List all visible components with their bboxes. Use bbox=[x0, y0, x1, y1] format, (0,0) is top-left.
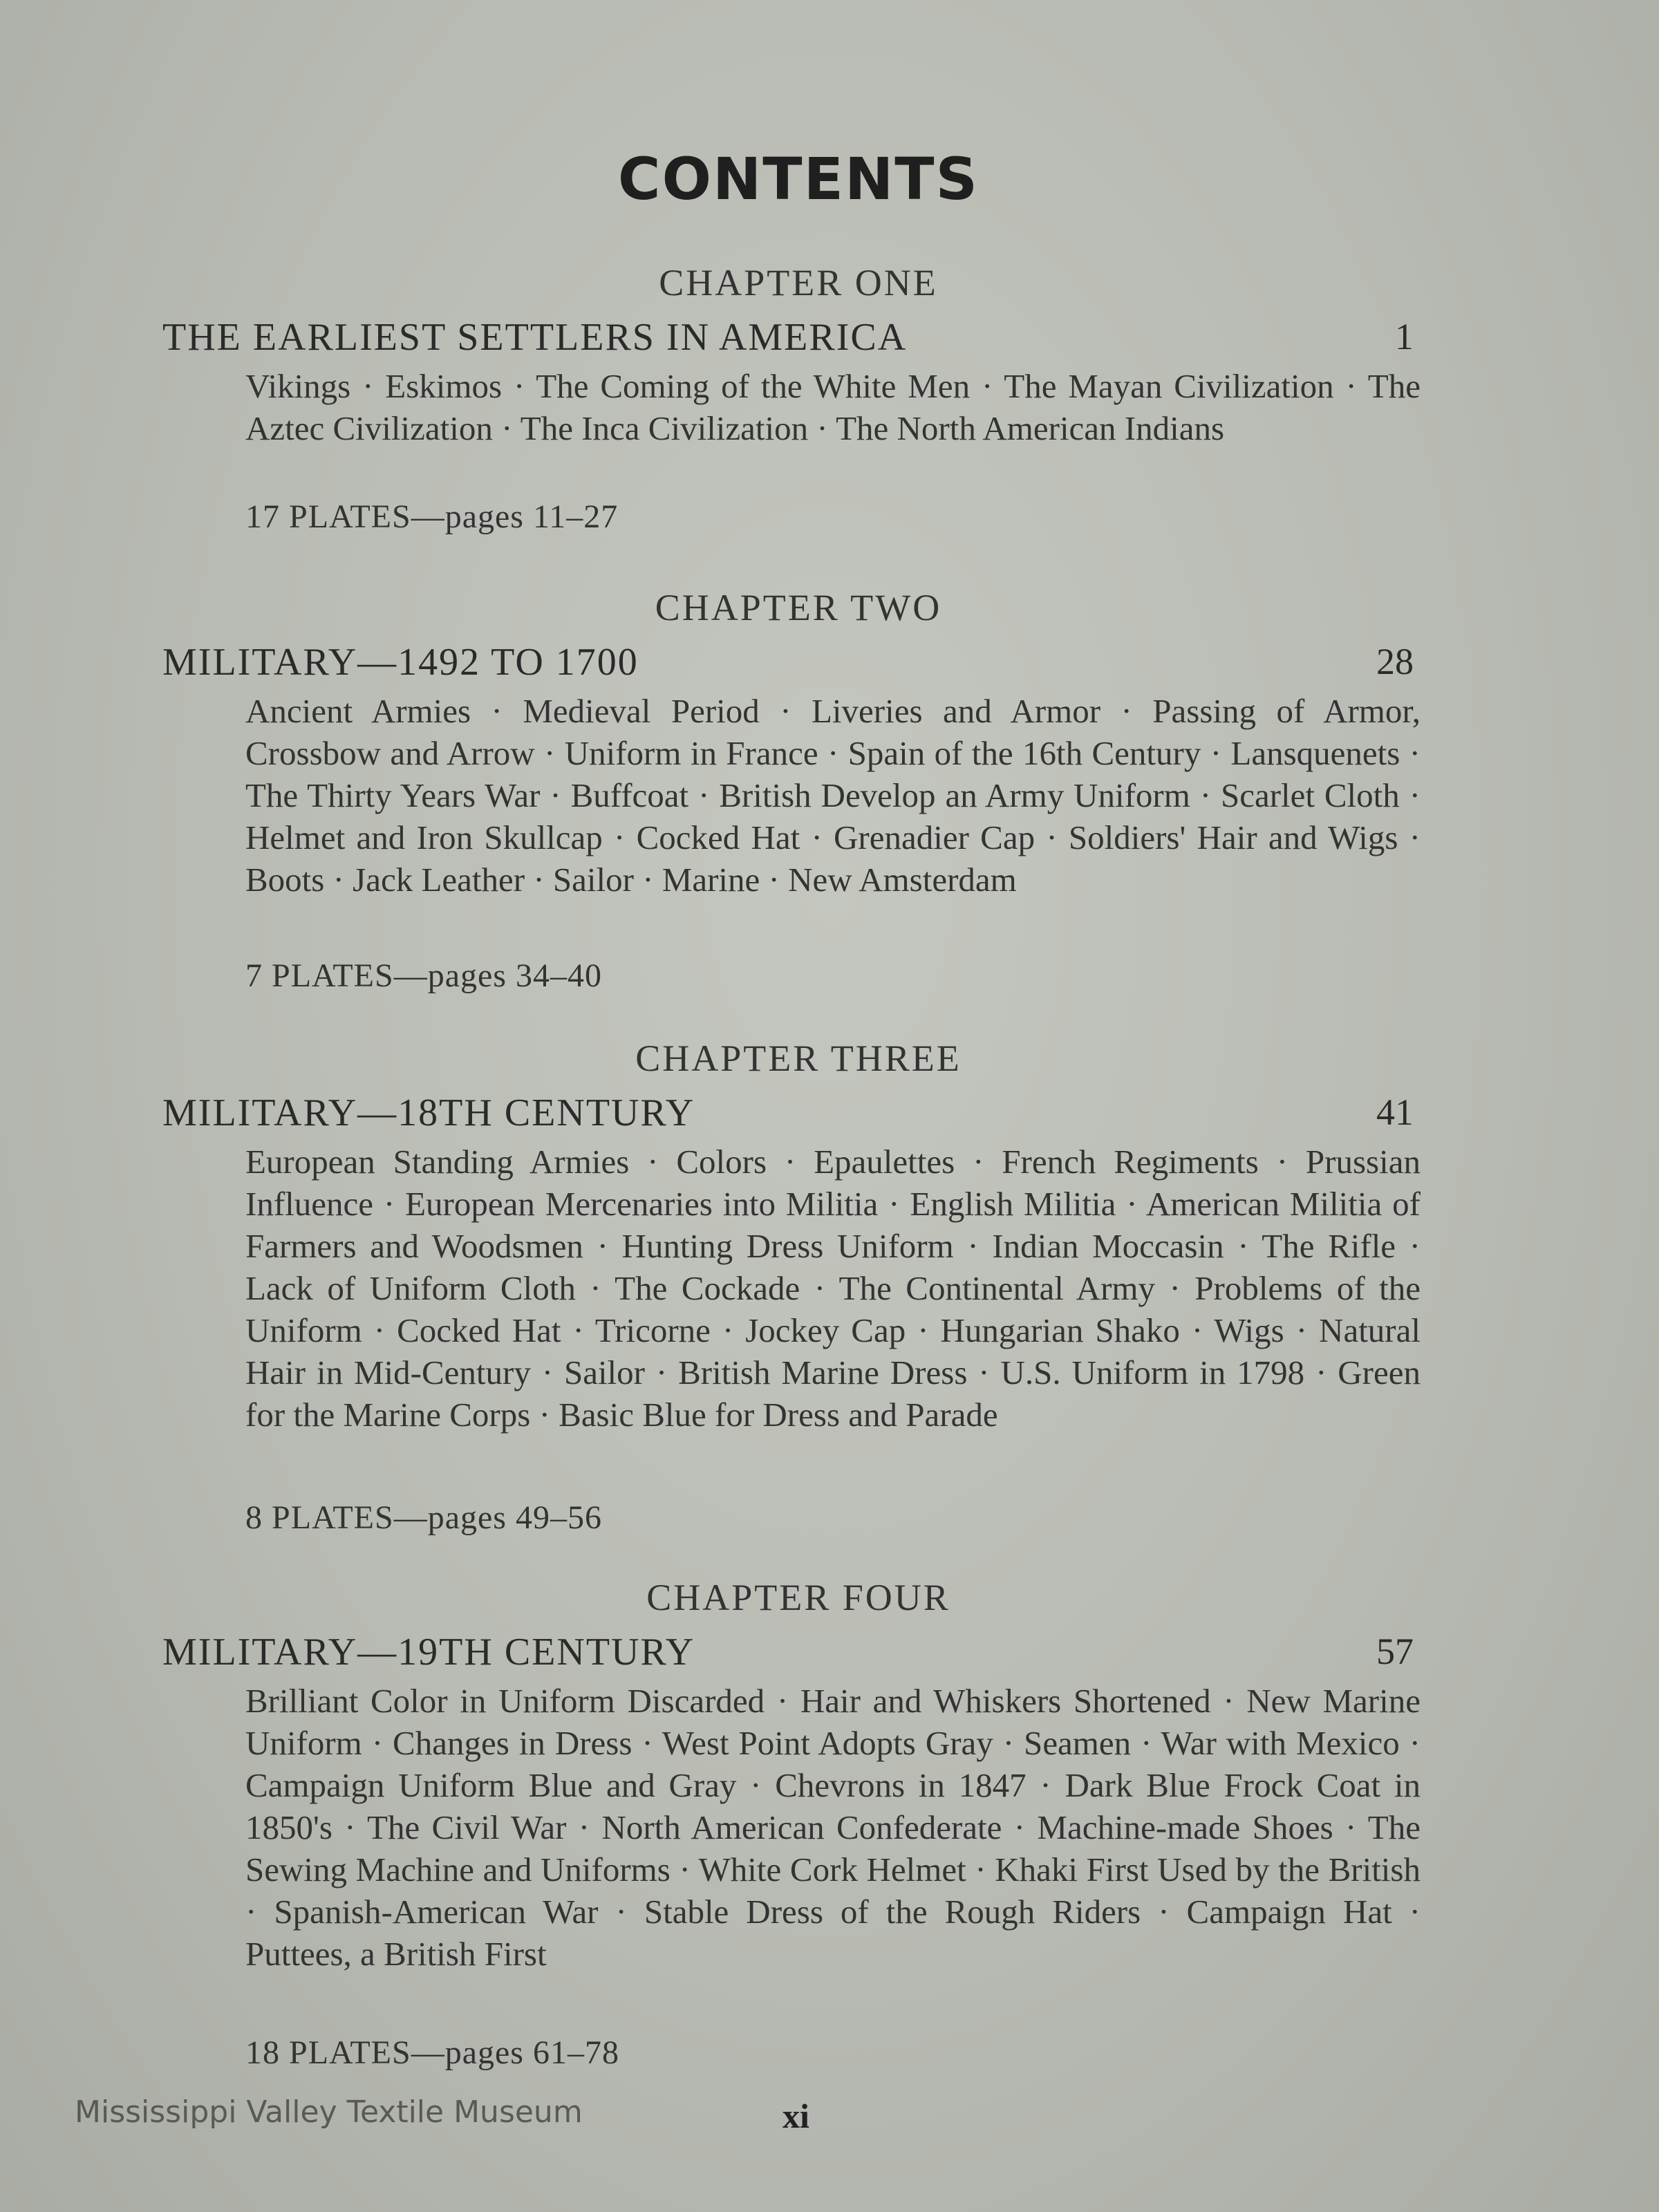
museum-watermark: Mississippi Valley Textile Museum bbox=[75, 2094, 583, 2130]
chapter-plates: 18 PLATES—pages 61–78 bbox=[245, 2034, 619, 2071]
chapter-topics: Ancient Armies · Medieval Period · Liveries and Armor · Passing of Armor, Crossbow and Arrow · Uniform in France · Spain of the 16th Century · Lansquenets · The Thirty Years War · Buffcoat · British Develop an Army Uniform · Scarlet Cloth · Helmet and Iron Skullcap · Cocked Hat · Grenadier Cap · Soldiers' Hair and Wigs · Boots · Jack Leather · Sailor · Marine · New Amsterdam bbox=[245, 692, 1421, 899]
chapter-topics: Brilliant Color in Uniform Discarded · Hair and Whiskers Shortened · New Marine Uniform · Changes in Dress · West Point Adopts Gray · Seamen · War with Mexico · Campaign Uniform Blue and Gray · Chevrons in 1847 · Dark Blue Frock Coat in 1850's · The Civil War · North American Confederate · Machine-made Shoes · The Sewing Machine and Uniforms · White Cork Helmet · Khaki First Used by the British · Spanish-American War · Stable Dress of the Rough Riders · Campaign Hat · Puttees, a British First bbox=[245, 1682, 1421, 1973]
chapter-title: MILITARY—18TH CENTURY bbox=[162, 1091, 695, 1134]
page-number: xi bbox=[782, 2097, 809, 2135]
chapter-heading: CHAPTER ONE bbox=[659, 262, 938, 303]
chapter-plates: 7 PLATES—pages 34–40 bbox=[245, 957, 602, 994]
chapter-title: MILITARY—19TH CENTURY bbox=[162, 1631, 695, 1674]
chapter-page-number: 57 bbox=[1376, 1631, 1414, 1672]
chapter-heading: CHAPTER THREE bbox=[635, 1038, 962, 1079]
chapter-page-number: 1 bbox=[1395, 316, 1414, 357]
chapter-title: THE EARLIEST SETTLERS IN AMERICA bbox=[162, 316, 908, 359]
page-title: CONTENTS bbox=[617, 145, 980, 213]
chapter-plates: 8 PLATES—pages 49–56 bbox=[245, 1499, 602, 1536]
chapter-page-number: 28 bbox=[1376, 641, 1414, 682]
chapter-topics: European Standing Armies · Colors · Epaulettes · French Regiments · Prussian Influence · European Mercenaries into Militia · English Militia · American Militia of Farmers and Woodsmen · Hunting Dress Uniform · Indian Moccasin · The Rifle · Lack of Uniform Cloth · The Cockade · The Continental Army · Problems of the Uniform · Cocked Hat · Tricorne · Jockey Cap · Hungarian Shako · Wigs · Natural Hair in Mid-Century · Sailor · British Marine Dress · U.S. Uniform in 1798 · Green for the Marine Corps · Basic Blue for Dress and Parade bbox=[245, 1143, 1421, 1434]
chapter-plates: 17 PLATES—pages 11–27 bbox=[245, 498, 619, 535]
chapter-page-number: 41 bbox=[1376, 1091, 1414, 1133]
chapter-heading: CHAPTER TWO bbox=[655, 587, 942, 628]
chapter-title: MILITARY—1492 TO 1700 bbox=[162, 641, 639, 684]
chapter-topics: Vikings · Eskimos · The Coming of the White Men · The Mayan Civilization · The Aztec Civilization · The Inca Civilization · The North American Indians bbox=[245, 367, 1421, 447]
chapter-heading: CHAPTER FOUR bbox=[646, 1577, 950, 1618]
